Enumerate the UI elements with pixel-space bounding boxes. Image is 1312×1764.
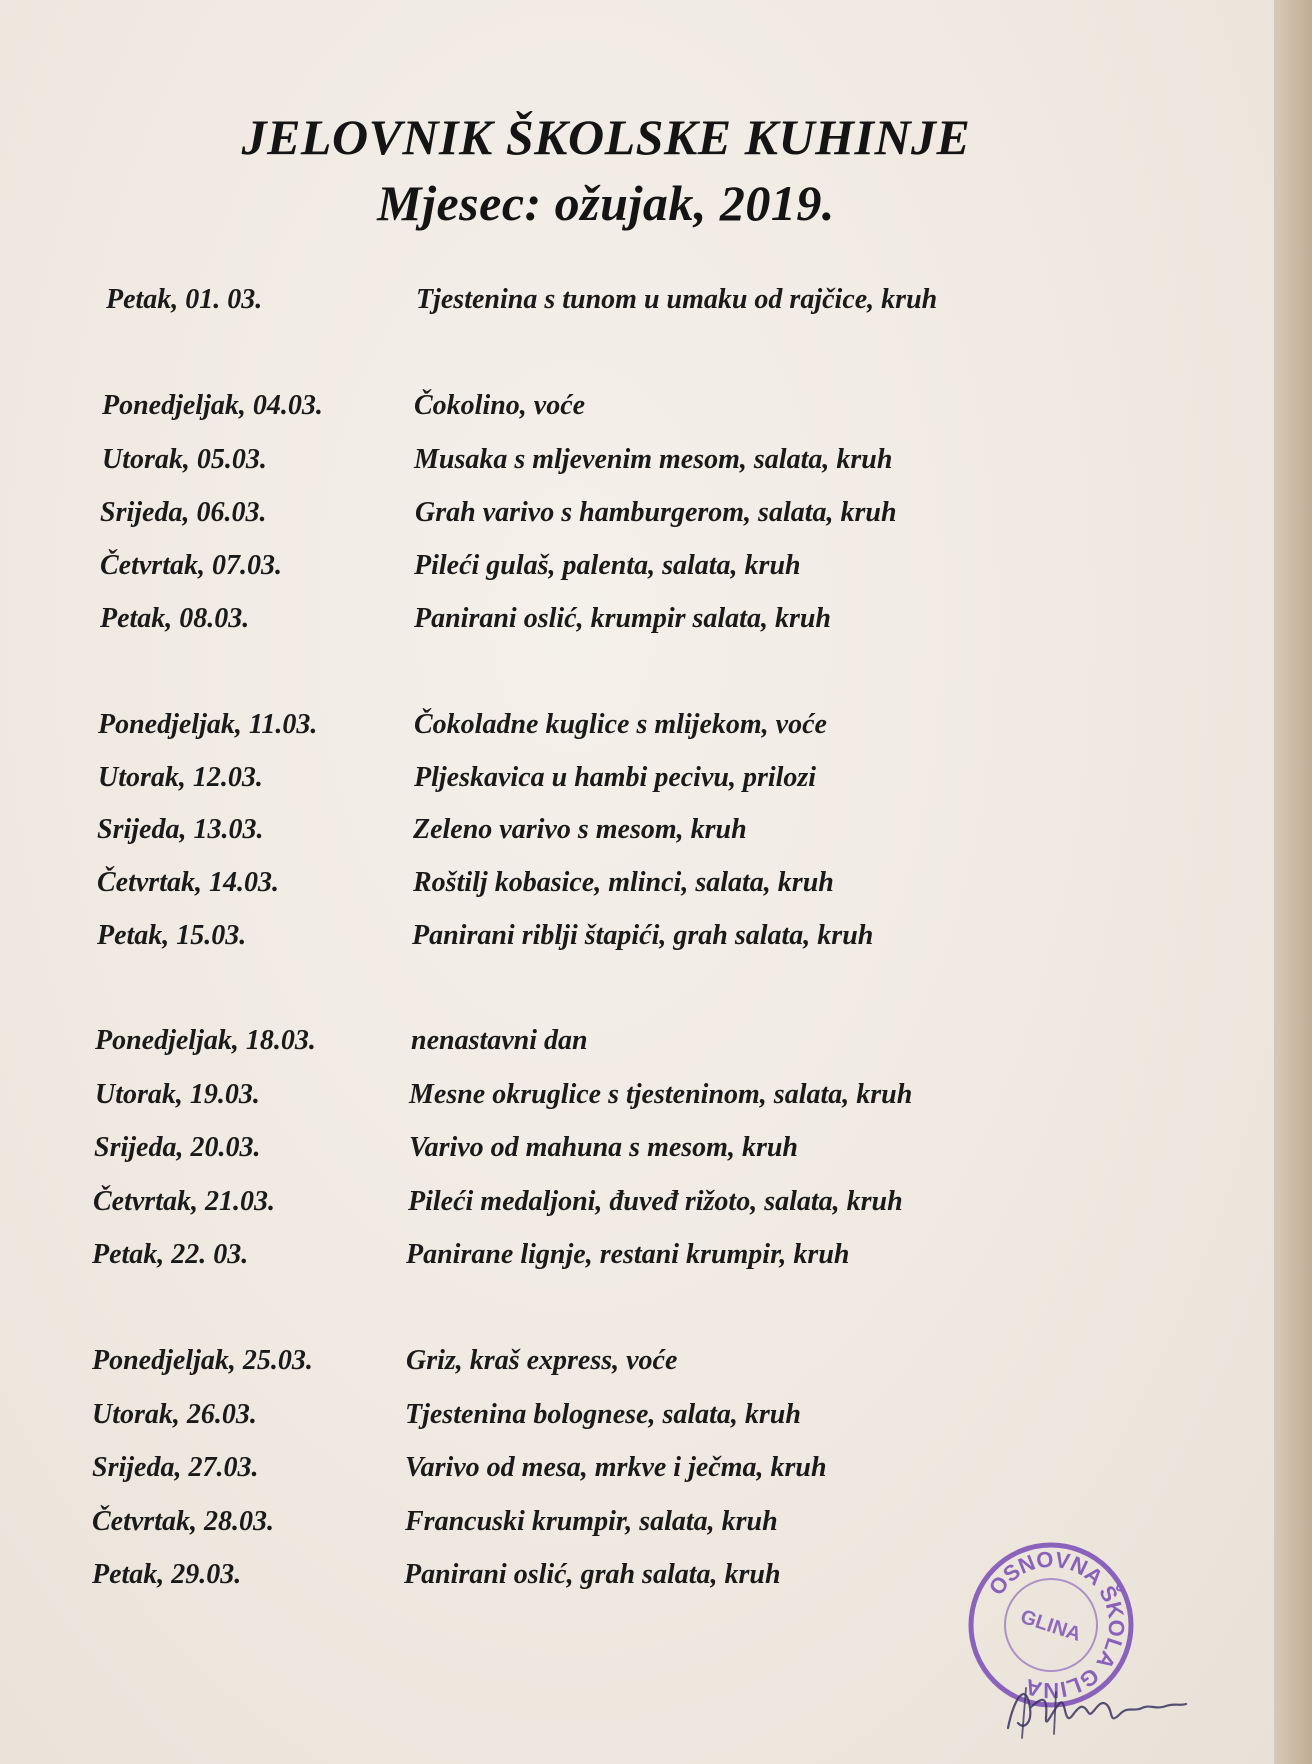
menu-meal: Pileći medaljoni, đuveđ rižoto, salata, kruh	[408, 1186, 903, 1217]
menu-meal: Panirani oslić, krumpir salata, kruh	[414, 603, 832, 634]
menu-meal: Pljeskavica u hambi pecivu, prilozi	[414, 762, 817, 793]
menu-meal: Panirane lignje, restani krumpir, kruh	[406, 1239, 850, 1270]
menu-meal: Grah varivo s hamburgerom, salata, kruh	[415, 497, 897, 528]
stamp-outer-text: OSNOVNA ŠKOLA GLINA	[983, 1546, 1130, 1704]
menu-day: Utorak, 26.03.	[92, 1399, 257, 1430]
menu-row	[100, 497, 1100, 537]
menu-day: Petak, 29.03.	[92, 1559, 242, 1590]
menu-day: Četvrtak, 07.03.	[100, 550, 282, 581]
menu-day: Utorak, 19.03.	[95, 1079, 260, 1110]
menu-row	[92, 1239, 1092, 1279]
menu-meal: Tjestenina bolognese, salata, kruh	[405, 1399, 801, 1430]
menu-row	[98, 762, 1098, 802]
menu-meal: Varivo od mahuna s mesom, kruh	[409, 1132, 798, 1163]
menu-day: Ponedjeljak, 25.03.	[92, 1345, 313, 1376]
menu-row	[100, 603, 1100, 643]
menu-row	[95, 1079, 1095, 1119]
menu-day: Petak, 22. 03.	[92, 1239, 249, 1270]
menu-meal: Zeleno varivo s mesom, kruh	[413, 814, 747, 845]
menu-title: JELOVNIK ŠKOLSKE KUHINJE	[241, 109, 971, 165]
background-edge	[1274, 0, 1312, 1764]
stamp-center-text: GLINA	[1017, 1605, 1084, 1647]
menu-row	[93, 1186, 1093, 1226]
menu-row	[102, 390, 1102, 430]
menu-day: Petak, 01. 03.	[106, 284, 263, 315]
menu-day: Srijeda, 06.03.	[100, 497, 267, 528]
menu-day: Srijeda, 27.03.	[92, 1452, 259, 1483]
menu-meal: Pileći gulaš, palenta, salata, kruh	[414, 550, 801, 581]
menu-meal: Griz, kraš express, voće	[406, 1345, 678, 1376]
menu-row	[92, 1399, 1092, 1439]
menu-row	[97, 867, 1097, 907]
menu-day: Petak, 08.03.	[100, 603, 250, 634]
menu-row	[102, 444, 1102, 484]
menu-day: Petak, 15.03.	[97, 920, 247, 951]
menu-meal: Panirani oslić, grah salata, kruh	[404, 1559, 781, 1590]
menu-day: Četvrtak, 14.03.	[97, 867, 279, 898]
menu-day: Utorak, 12.03.	[98, 762, 263, 793]
menu-row	[94, 1132, 1094, 1172]
menu-meal: nenastavni dan	[411, 1025, 588, 1056]
menu-day: Srijeda, 20.03.	[94, 1132, 261, 1163]
menu-day: Utorak, 05.03.	[102, 444, 267, 475]
menu-day: Četvrtak, 21.03.	[93, 1186, 275, 1217]
menu-meal: Roštilj kobasice, mlinci, salata, kruh	[413, 867, 834, 898]
menu-meal: Francuski krumpir, salata, kruh	[405, 1506, 778, 1537]
menu-meal: Tjestenina s tunom u umaku od rajčice, kruh	[416, 284, 938, 315]
menu-row	[106, 284, 1106, 324]
menu-row	[92, 1506, 1092, 1546]
menu-day: Četvrtak, 28.03.	[92, 1506, 274, 1537]
menu-month: Mjesec: ožujak, 2019.	[377, 175, 835, 231]
signature	[996, 1668, 1196, 1748]
menu-row	[97, 920, 1097, 960]
menu-day: Ponedjeljak, 11.03.	[98, 709, 318, 740]
menu-row	[92, 1452, 1092, 1492]
menu-row	[100, 550, 1100, 590]
menu-meal: Čokolino, voće	[414, 390, 586, 421]
menu-day: Ponedjeljak, 04.03.	[102, 390, 323, 421]
menu-meal: Mesne okruglice s tjesteninom, salata, kruh	[409, 1079, 913, 1110]
menu-meal: Panirani riblji štapići, grah salata, kruh	[412, 920, 874, 951]
menu-row	[92, 1345, 1092, 1385]
menu-row	[95, 1025, 1095, 1065]
menu-day: Ponedjeljak, 18.03.	[95, 1025, 316, 1056]
menu-meal: Varivo od mesa, mrkve i ječma, kruh	[405, 1452, 827, 1483]
menu-row	[98, 709, 1098, 749]
menu-meal: Čokoladne kuglice s mlijekom, voće	[414, 709, 827, 740]
menu-row	[97, 814, 1097, 854]
menu-meal: Musaka s mljevenim mesom, salata, kruh	[414, 444, 893, 475]
menu-row	[92, 1559, 1092, 1599]
menu-day: Srijeda, 13.03.	[97, 814, 264, 845]
